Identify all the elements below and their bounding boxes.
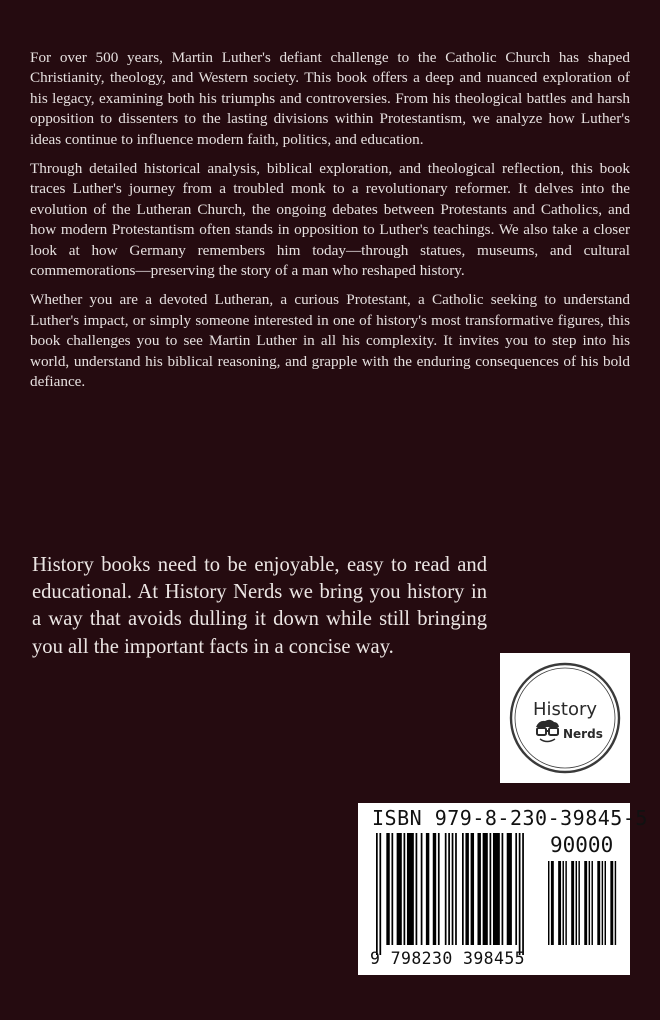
- blurb-paragraph-1: For over 500 years, Martin Luther's defiant challenge to the Catholic Church has shaped Christianity, theology, and Western society. This book offers a deep and nuanced exploration of his legacy, examining both his triumphs and controversies. From his theological battles and harsh opposition to dissenters to the lasting divisions within Protestantism, we analyze how Luther's ideas continue to influence modern faith, politics, and education.: [30, 49, 630, 148]
- barcode-bar: [483, 833, 488, 945]
- isbn-label: ISBN 979-8-230-39845-5: [372, 806, 648, 830]
- barcode-bar: [597, 861, 600, 945]
- barcode-bar: [610, 861, 613, 945]
- barcode-bar: [565, 861, 566, 945]
- history-nerds-logo: [500, 653, 630, 783]
- barcode-bar: [589, 861, 590, 945]
- logo-word-history: History: [532, 699, 598, 720]
- isbn-barcode-panel: [358, 803, 648, 975]
- barcode-bar: [455, 833, 457, 945]
- barcode-bar: [471, 833, 474, 945]
- blurb-paragraph-2: Through detailed historical analysis, biblical exploration, and theological reflection, this book traces Luther's journey from a troubled monk to a revolutionary reformer. It delves into the evolution of the Lutheran Church, the ongoing debates between Protestants and Catholics, and how modern Protestantism often stands in opposition to Luther's teachings. We also take a closer look at how Germany remembers him today—through statues, museums, and cultural commemorations—preserving the story of a man who reshaped history.: [30, 160, 630, 280]
- barcode-bar: [379, 833, 381, 955]
- barcode-bar: [522, 833, 524, 955]
- barcode-bar: [558, 861, 561, 945]
- barcode-bar: [433, 833, 436, 945]
- barcode-bar: [391, 833, 393, 945]
- barcode-bar: [397, 833, 402, 945]
- barcode-bar: [571, 861, 574, 945]
- blurb-paragraph-3: Whether you are a devoted Lutheran, a curious Protestant, a Catholic seeking to understand Luther's impact, or simply someone interested in one of history's most transformative figures, this book challenges you to see Martin Luther in all his complexity. It invites you to step into his world, understand his biblical reasoning, and grapple with the enduring consequences of his bold defiance.: [30, 291, 630, 391]
- barcode-bar: [386, 833, 389, 945]
- barcode-bar: [515, 833, 517, 945]
- barcode-bar: [452, 833, 454, 945]
- barcode-bar: [462, 833, 464, 945]
- barcode-bar: [407, 833, 414, 945]
- barcode-bar: [563, 861, 564, 945]
- back-cover-blurb: [30, 48, 630, 402]
- barcode-bar: [615, 861, 616, 945]
- barcode-bar: [426, 833, 429, 945]
- barcode-bar: [490, 833, 492, 945]
- barcode-bar: [477, 833, 480, 945]
- logo-word-nerds: Nerds: [563, 727, 603, 741]
- barcode-bar: [507, 833, 512, 945]
- barcode-bar: [493, 833, 500, 945]
- barcode-bar: [421, 833, 423, 945]
- barcode-bar: [448, 833, 450, 945]
- price-code: 90000: [550, 833, 614, 857]
- barcode-bar: [438, 833, 440, 945]
- logo-badge: [500, 653, 630, 783]
- barcode-bar: [592, 861, 593, 945]
- barcode-bar: [605, 861, 606, 945]
- barcode-bar: [551, 861, 554, 945]
- barcode-bar: [548, 861, 549, 945]
- publisher-promo-text: History books need to be enjoyable, easy to read and educational. At History Nerds we bring you history in a way that avoids dulling it down while still bringing you all the important facts in a concise way.: [32, 554, 487, 658]
- barcode-bar: [445, 833, 447, 945]
- barcode-bar: [502, 833, 504, 945]
- barcode-bar: [576, 861, 577, 945]
- barcode-bar: [404, 833, 406, 945]
- ean-digits: 9 798230 398455: [370, 949, 526, 968]
- barcode-bar: [584, 861, 587, 945]
- barcode-bar: [578, 861, 579, 945]
- barcode-bar: [519, 833, 521, 955]
- barcode-bar: [602, 861, 603, 945]
- nerd-face-with-glasses-icon: [536, 720, 559, 742]
- barcode-bar: [376, 833, 378, 955]
- barcode-bar: [465, 833, 468, 945]
- barcode-bar: [416, 833, 418, 945]
